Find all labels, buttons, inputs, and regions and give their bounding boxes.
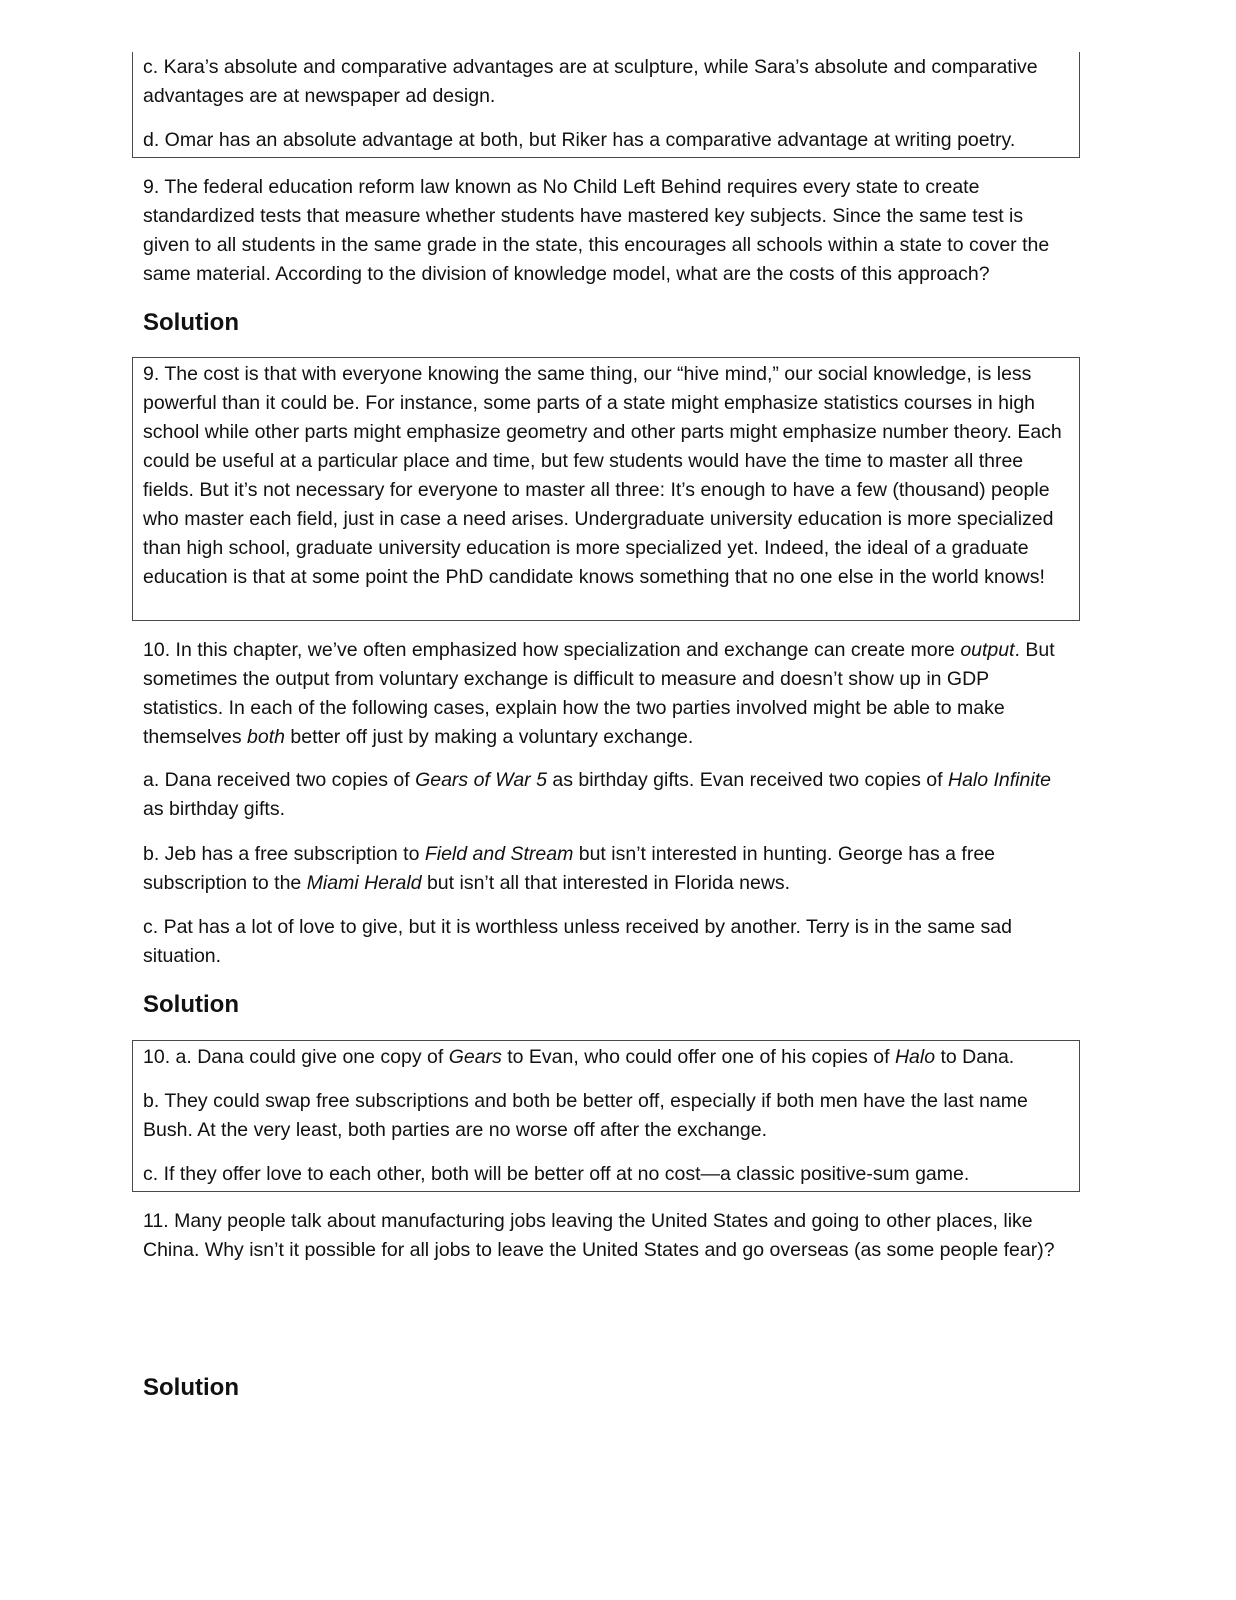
q10-intro-em-both: both <box>247 726 285 748</box>
q10-answer-a <box>143 1043 1069 1072</box>
q10-b-text3: but isn’t all that interested in Florida news. <box>421 872 791 894</box>
q9-question: 9. The federal education reform law known as No Child Left Behind requires every state to create standardized tests that measure whether students have mastered key subjects. Since the same test is given to all students in the same grade in the state, this encourages all schools within a state to cover the same material. According to the division of knowledge model, what are the costs of this approach? <box>143 176 1050 285</box>
q8-answer-d: d. Omar has an absolute advantage at both, but Riker has a comparative advantage at writing poetry. <box>143 129 1016 151</box>
q10-solution-heading: Solution <box>143 991 239 1018</box>
q9-answer: 9. The cost is that with everyone knowing the same thing, our “hive mind,” our social knowledge, is less powerful than it could be. For instance, some parts of a state might emphasize statistics courses in high school while other parts might emphasize geometry and other parts might emphasize number theory. Each could be useful at a particular place and time, but few students would have the time to master all three fields. But it’s not necessary for everyone to master all three: It’s enough to have a few (thousand) people who master each field, just in case a need arises. Undergraduate university education is more specialized than high school, graduate university education is more specialized yet. Indeed, the ideal of a graduate education is that at some point the PhD candidate knows something that no one else in the world knows! <box>143 363 1062 588</box>
q10-a-text3: as birthday gifts. <box>143 798 285 820</box>
q10-ans-a-title2: Halo <box>894 1046 936 1068</box>
q10-ans-a-text1: 10. a. Dana could give one copy of <box>143 1046 449 1068</box>
q10-a-title2: Halo Infinite <box>947 769 1051 791</box>
q10-answer-b: b. They could swap free subscriptions and both be better off, especially if both men have the last name Bush. At the very least, both parties are no worse off after the exchange. <box>143 1090 1028 1141</box>
q10-b-title1: Field and Stream <box>424 843 574 865</box>
q10-ans-a-text2: to Evan, who could offer one of his copies of <box>501 1046 895 1068</box>
q10-intro-part2: . But sometimes the output from voluntary exchange is difficult to measure and doesn’t show up in GDP statistics. In each of the following cases, explain how the two parties involved might be able to make themselves <box>143 639 1055 748</box>
q10-intro-em-output: output <box>960 639 1015 661</box>
q10-a-text2: as birthday gifts. Evan received two copies of <box>546 769 948 791</box>
q10-b-text2: but isn’t interested in hunting. George has a free subscription to the <box>143 843 996 894</box>
q10-solution-box <box>132 1040 1080 1192</box>
q9-solution-box <box>132 357 1080 621</box>
q8-answer-c: c. Kara’s absolute and comparative advantages are at sculpture, while Sara’s absolute and comparative advantages are at newspaper ad design. <box>143 56 1038 107</box>
q10-intro-part1: 10. In this chapter, we’ve often emphasized how specialization and exchange can create more <box>143 639 961 661</box>
q8-solution-box <box>132 52 1080 158</box>
q10-part-a <box>143 766 1073 824</box>
q10-ans-a-text3: to Dana. <box>935 1046 1015 1068</box>
q10-a-text1: a. Dana received two copies of <box>143 769 416 791</box>
q10-part-b <box>143 840 1073 898</box>
q10-question <box>143 636 1073 752</box>
q10-b-title2: Miami Herald <box>306 872 422 894</box>
q10-ans-a-title1: Gears <box>448 1046 502 1068</box>
q10-part-c: c. Pat has a lot of love to give, but it is worthless unless received by another. Terry is in the same sad situation. <box>143 916 1012 967</box>
q9-solution-heading: Solution <box>143 309 239 336</box>
q11-question: 11. Many people talk about manufacturing jobs leaving the United States and going to other places, like China. Why isn’t it possible for all jobs to leave the United States and go overseas (as some people fear)? <box>143 1210 1055 1261</box>
q10-a-title1: Gears of War 5 <box>415 769 547 791</box>
q10-intro-part3: better off just by making a voluntary exchange. <box>285 726 694 748</box>
q11-solution-heading: Solution <box>143 1374 239 1401</box>
q10-answer-c: c. If they offer love to each other, both will be better off at no cost—a classic positive-sum game. <box>143 1163 970 1185</box>
q10-b-text1: b. Jeb has a free subscription to <box>143 843 425 865</box>
